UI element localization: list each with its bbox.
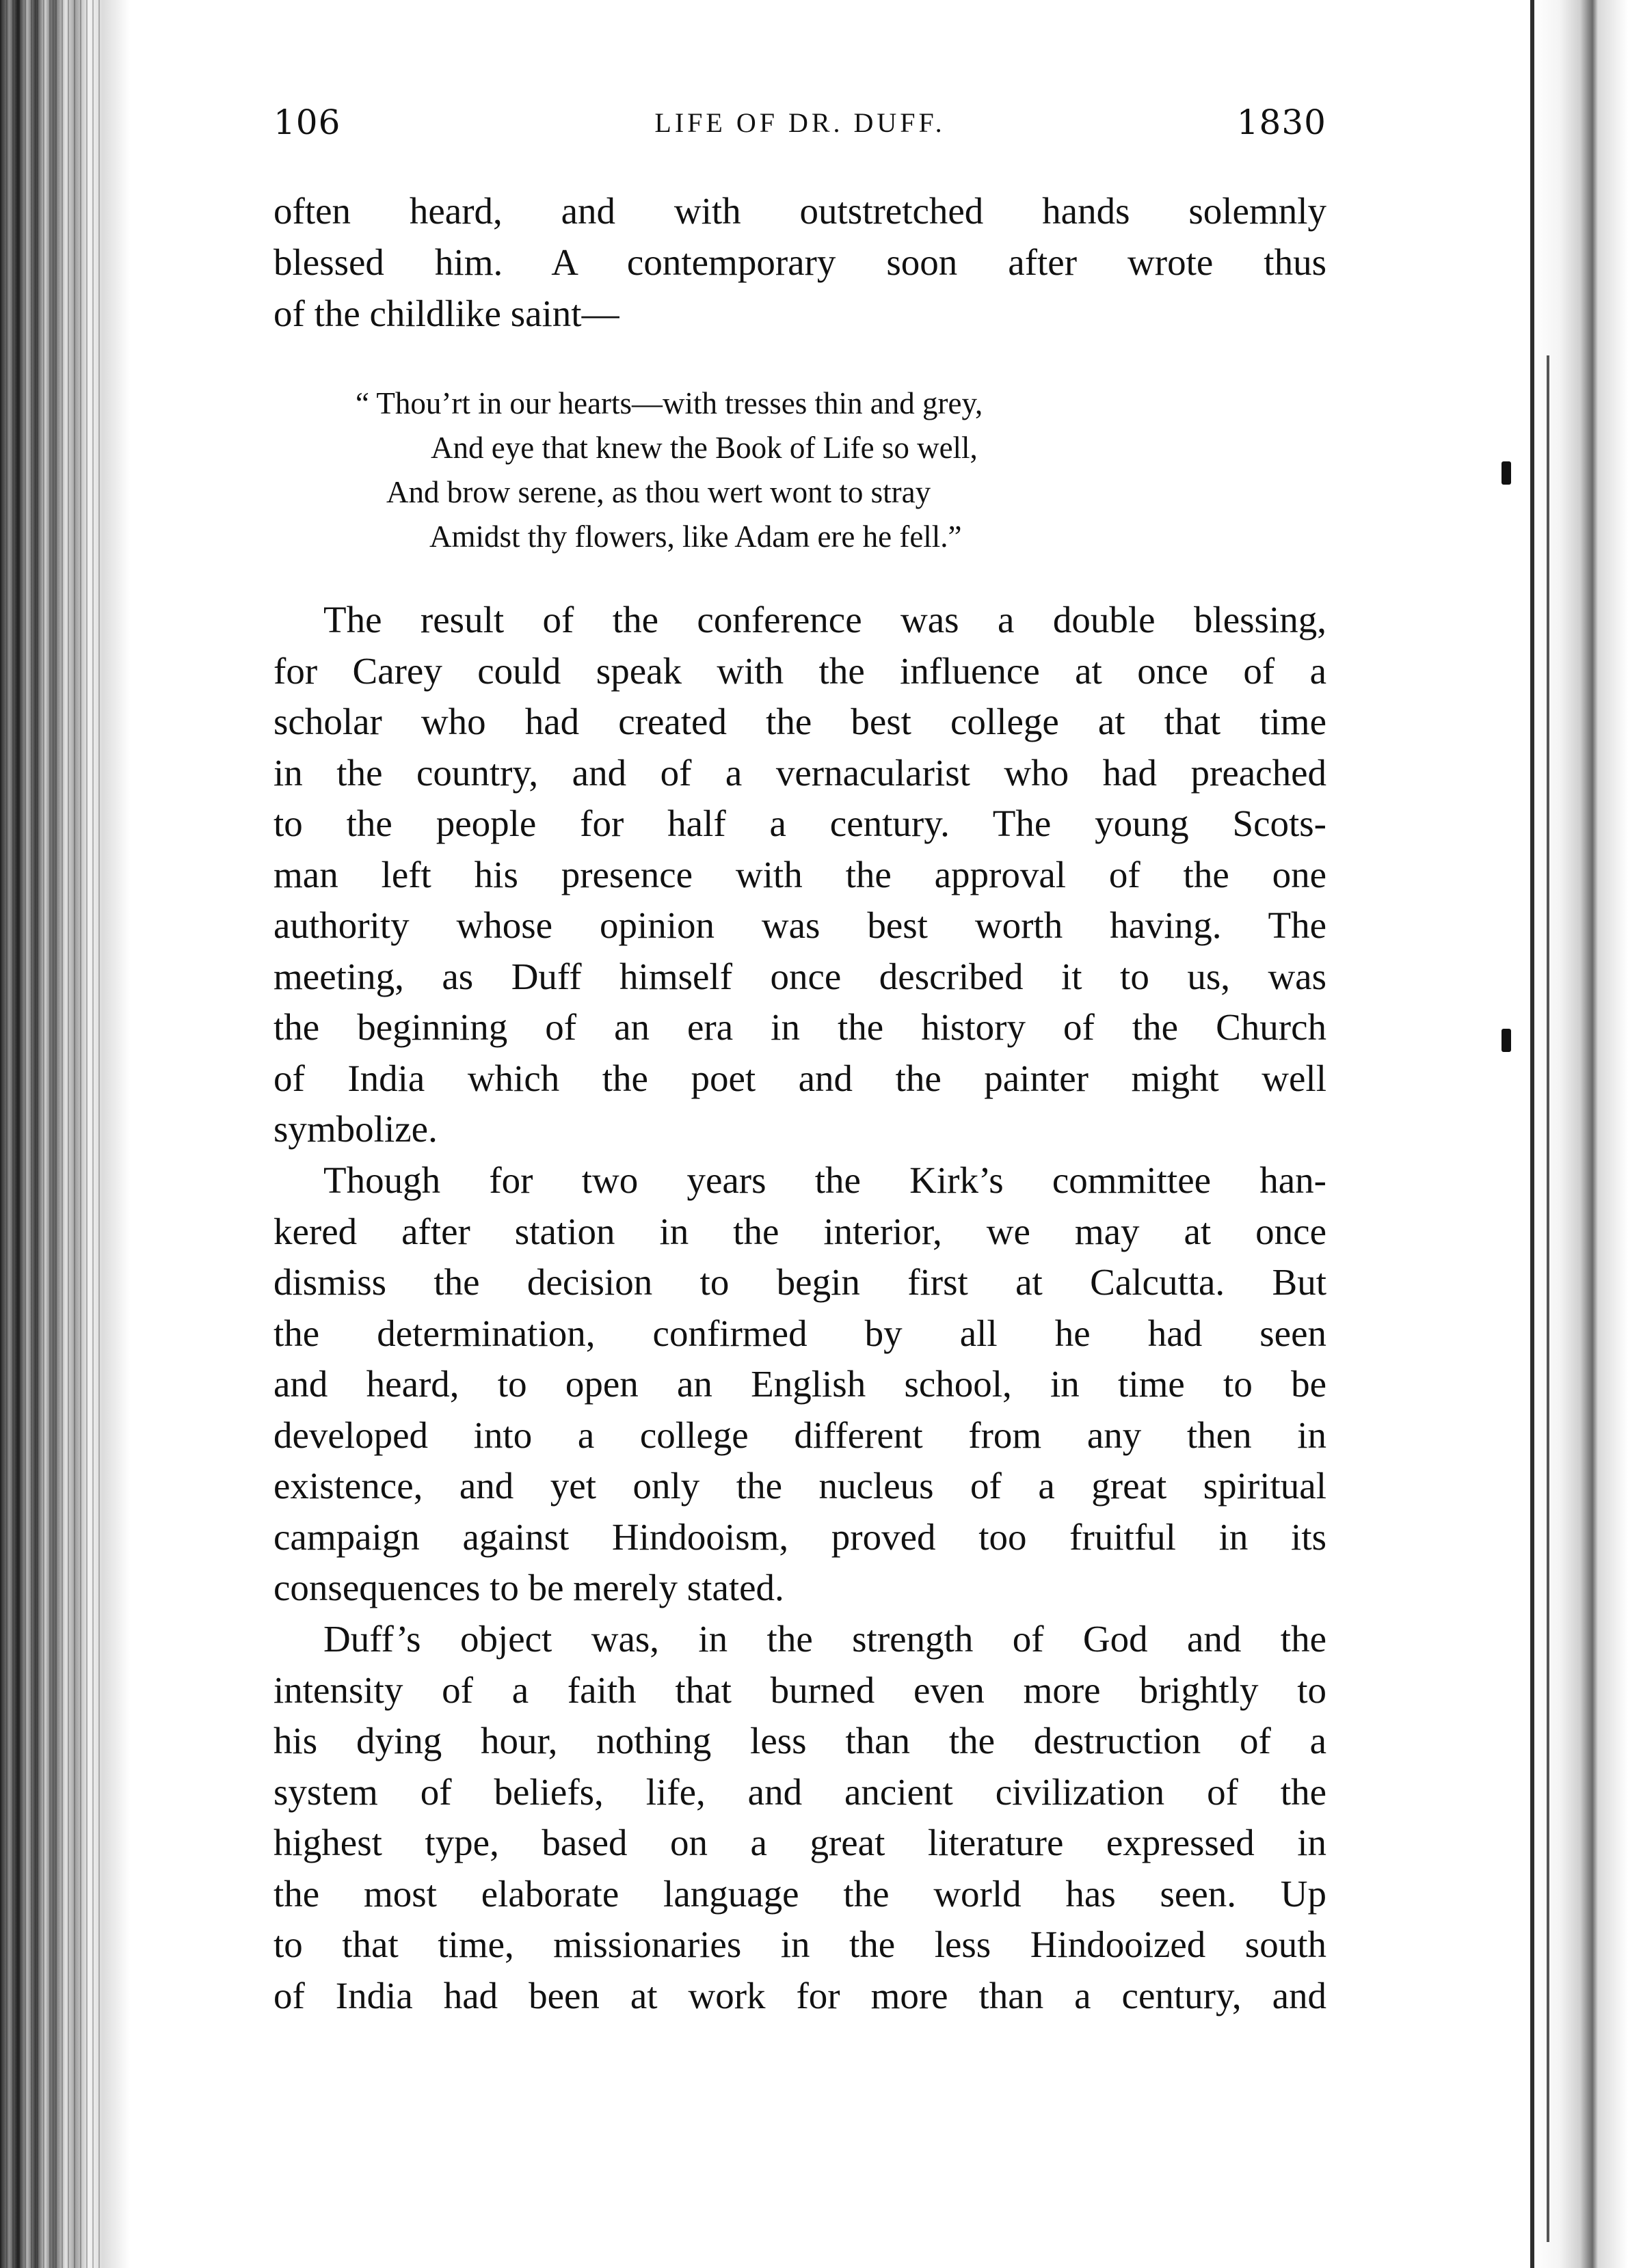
text-line: to that time, missionaries in the less Hindooized south — [273, 1923, 1326, 1965]
text-line: in the country, and of a vernacularist who had preached — [273, 752, 1326, 794]
text-line: campaign against Hindooism, proved too fruitful in its — [273, 1516, 1326, 1558]
text-line: authority whose opinion was best worth having. The — [273, 904, 1326, 946]
text-line: system of beliefs, life, and ancient civilization of the — [273, 1771, 1326, 1813]
text-line: his dying hour, nothing less than the destruction of a — [273, 1720, 1326, 1761]
text-line: of the childlike saint— — [273, 293, 619, 334]
verse-line: And brow serene, as thou wert wont to stray — [386, 475, 931, 509]
text-line: scholar who had created the best college at that time — [273, 701, 1326, 742]
verse-line: Amidst thy flowers, like Adam ere he fell.” — [429, 519, 962, 554]
header-year: 1830 — [1236, 103, 1326, 142]
text-line: Duff’s object was, in the strength of God and the — [323, 1618, 1326, 1660]
verse-line: “ Thou’rt in our hearts—with tresses thin and grey, — [356, 386, 983, 420]
text-line: intensity of a faith that burned even more brightly to — [273, 1669, 1326, 1711]
text-line: developed into a college different from any then in — [273, 1414, 1326, 1456]
running-header — [273, 103, 1326, 150]
text-line: the determination, confirmed by all he had seen — [273, 1312, 1326, 1354]
text-line: symbolize. — [273, 1108, 438, 1150]
text-line: meeting, as Duff himself once described it to us, was — [273, 956, 1326, 997]
text-line: the most elaborate language the world has seen. Up — [273, 1873, 1326, 1915]
page-number: 106 — [273, 103, 341, 142]
text-line: of India which the poet and the painter might well — [273, 1057, 1326, 1099]
text-line: often heard, and with outstretched hands solemnly — [273, 190, 1326, 232]
edge-mark — [1502, 461, 1511, 485]
text-line: and heard, to open an English school, in time to be — [273, 1363, 1326, 1405]
text-line: the beginning of an era in the history of the Church — [273, 1006, 1326, 1048]
right-edge-line-inner — [1547, 355, 1549, 2242]
text-line: Though for two years the Kirk’s committee han- — [323, 1159, 1326, 1201]
edge-mark — [1502, 1029, 1511, 1052]
text-line: man left his presence with the approval of the one — [273, 854, 1326, 895]
right-edge-line — [1530, 0, 1534, 2268]
text-line: highest type, based on a great literature expressed in — [273, 1822, 1326, 1863]
running-title: LIFE OF DR. DUFF. — [654, 107, 946, 138]
binding-gutter-lines — [0, 0, 103, 2268]
text-line: for Carey could speak with the influence at once of a — [273, 650, 1326, 692]
verse-line: And eye that knew the Book of Life so well, — [431, 431, 978, 465]
text-line: existence, and yet only the nucleus of a great spiritual — [273, 1465, 1326, 1507]
text-line: of India had been at work for more than a century, and — [273, 1975, 1326, 2016]
text-line: kered after station in the interior, we may at once — [273, 1211, 1326, 1252]
text-line: dismiss the decision to begin first at Calcutta. But — [273, 1261, 1326, 1303]
text-line: consequences to be merely stated. — [273, 1567, 784, 1608]
text-line: blessed him. A contemporary soon after wrote thus — [273, 241, 1326, 283]
text-line: to the people for half a century. The young Scots- — [273, 802, 1326, 844]
text-line: The result of the conference was a double blessing, — [323, 599, 1326, 640]
